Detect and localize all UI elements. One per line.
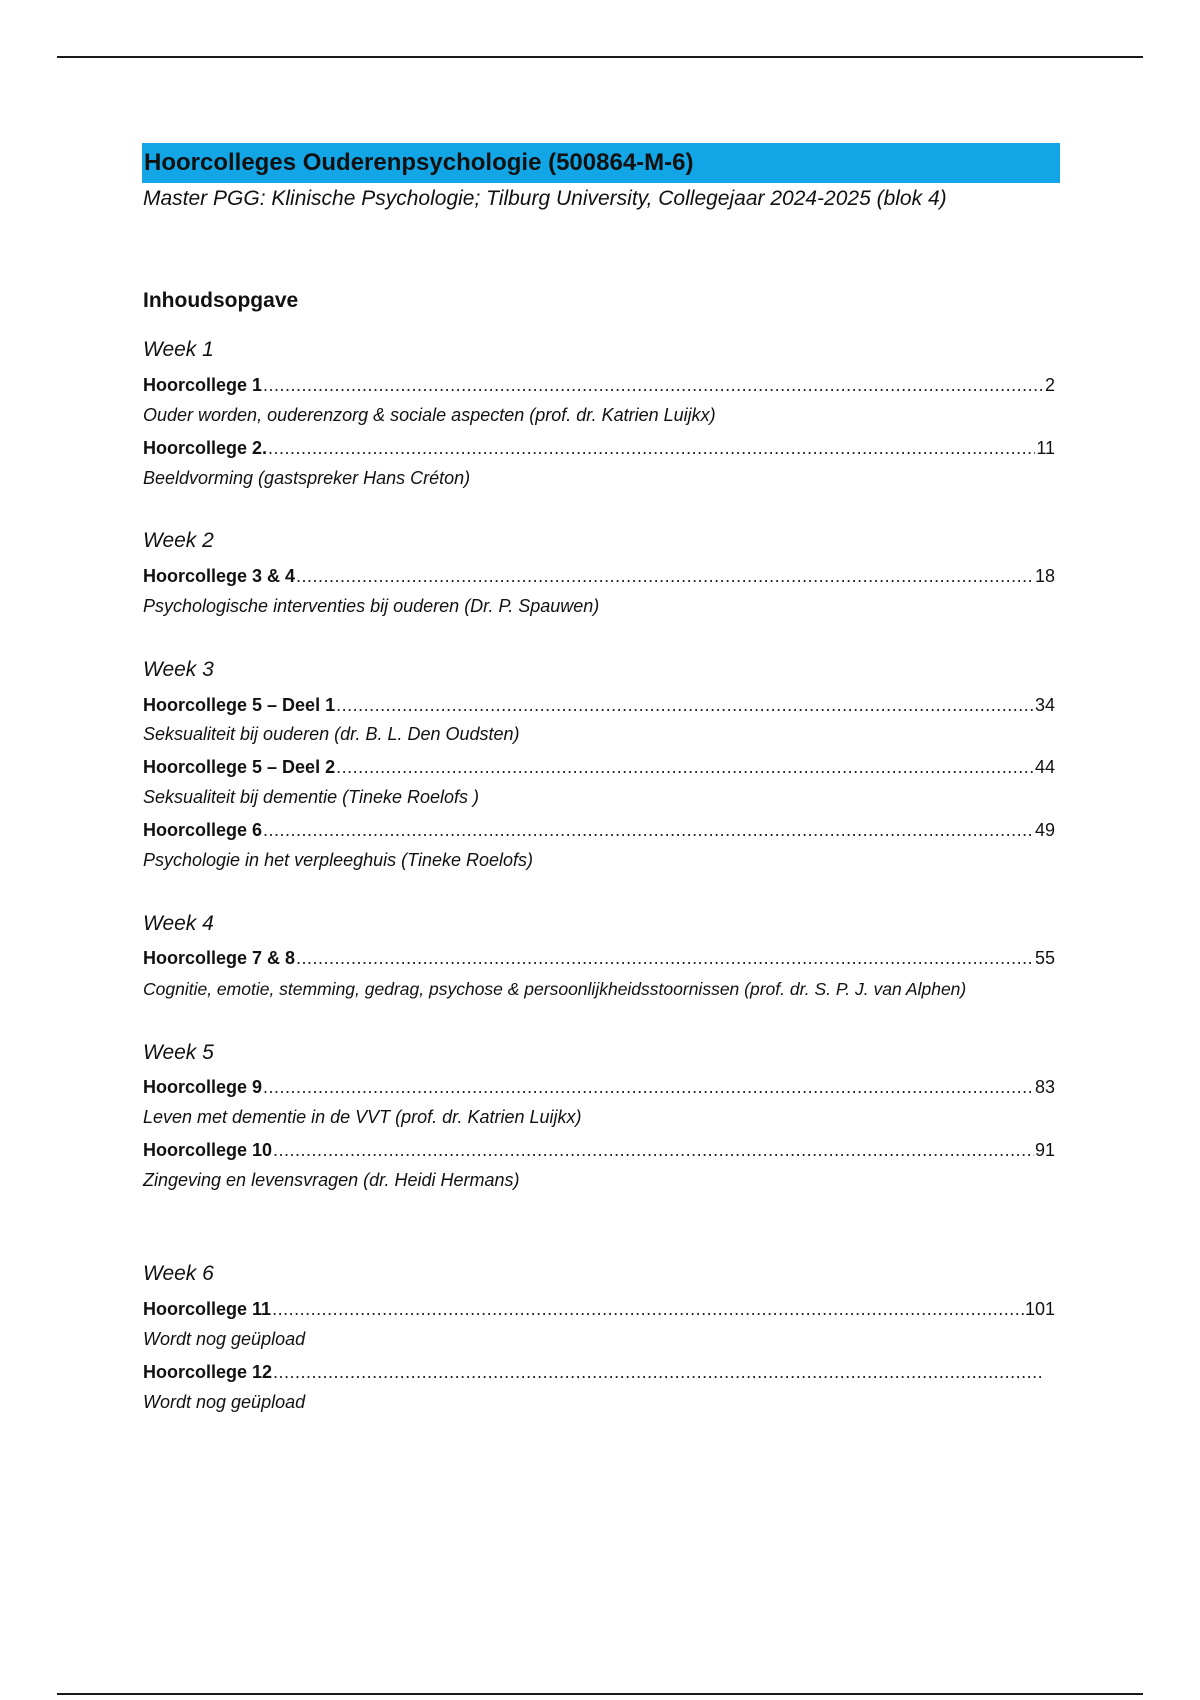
toc-entry-description: Psychologische interventies bij ouderen (Dr. P. Spauwen) (143, 596, 600, 616)
dot-leader (263, 1074, 1034, 1100)
toc-entry-description: Zingeving en levensvragen (dr. Heidi Hermans) (143, 1170, 520, 1190)
toc-entry[interactable] (143, 372, 1055, 398)
toc-entry-description: Ouder worden, ouderenzorg & sociale aspecten (prof. dr. Katrien Luijkx) (143, 405, 716, 425)
toc-entry[interactable] (143, 435, 1055, 461)
toc-entry[interactable] (143, 563, 1055, 589)
toc-heading: Inhoudsopgave (143, 289, 299, 312)
toc-entry-label: Hoorcollege 7 & 8 (143, 948, 296, 968)
toc-entry-description: Wordt nog geüpload (143, 1392, 306, 1412)
week-label: Week 3 (143, 658, 214, 681)
toc-entry-page: 55 (1034, 948, 1055, 968)
dot-leader (272, 1296, 1024, 1322)
week-label: Week 1 (143, 338, 214, 361)
toc-entry-label: Hoorcollege 5 – Deel 1 (143, 695, 336, 715)
document-title: Hoorcolleges Ouderenpsychologie (500864-M-6) (142, 143, 1060, 183)
toc-entry[interactable] (143, 1137, 1055, 1163)
toc-entry-label: Hoorcollege 1 (143, 375, 263, 395)
toc-entry-label: Hoorcollege 6 (143, 820, 263, 840)
toc-entry-description: Seksualiteit bij dementie (Tineke Roelofs ) (143, 787, 479, 807)
toc-entry-description: Cognitie, emotie, stemming, gedrag, psychose & persoonlijkheidsstoornissen (prof. dr. S. P. J. van Alphen) (143, 979, 967, 999)
toc-entry-page: 91 (1034, 1140, 1055, 1160)
toc-entry-page: 2 (1044, 375, 1055, 395)
toc-entry-page: 101 (1024, 1299, 1055, 1319)
dot-leader (268, 435, 1035, 461)
toc-entry[interactable] (143, 692, 1055, 718)
toc-entry[interactable] (143, 1074, 1055, 1100)
week-label: Week 6 (143, 1262, 214, 1285)
dot-leader (273, 1137, 1034, 1163)
header-rule (57, 56, 1143, 58)
dot-leader (296, 945, 1034, 971)
week-label: Week 4 (143, 912, 214, 935)
toc-entry-page: 18 (1034, 566, 1055, 586)
toc-entry-description: Wordt nog geüpload (143, 1329, 306, 1349)
toc-entry-label: Hoorcollege 9 (143, 1077, 263, 1097)
dot-leader (273, 1359, 1042, 1385)
toc-entry-description: Psychologie in het verpleeghuis (Tineke Roelofs) (143, 850, 534, 870)
toc-entry-label: Hoorcollege 10 (143, 1140, 273, 1160)
dot-leader (263, 817, 1034, 843)
toc-entry-label: Hoorcollege 2. (143, 438, 268, 458)
toc-entry[interactable] (143, 1359, 1043, 1385)
toc-entry-page: 34 (1034, 695, 1055, 715)
toc-entry[interactable] (143, 817, 1055, 843)
dot-leader (336, 692, 1034, 718)
toc-entry-label: Hoorcollege 5 – Deel 2 (143, 757, 336, 777)
dot-leader (296, 563, 1034, 589)
dot-leader (336, 754, 1034, 780)
dot-leader (263, 372, 1044, 398)
toc-entry-page: 11 (1036, 438, 1055, 458)
toc-entry-description: Beeldvorming (gastspreker Hans Créton) (143, 468, 471, 488)
toc-entry-label: Hoorcollege 11 (143, 1299, 272, 1319)
document-subtitle: Master PGG: Klinische Psychologie; Tilburg University, Collegejaar 2024-2025 (blok 4) (143, 187, 947, 210)
toc-entry[interactable] (143, 1296, 1055, 1322)
toc-entry-page: 83 (1034, 1077, 1055, 1097)
week-label: Week 2 (143, 529, 214, 552)
toc-entry-description: Seksualiteit bij ouderen (dr. B. L. Den Oudsten) (143, 724, 520, 744)
toc-entry-label: Hoorcollege 3 & 4 (143, 566, 296, 586)
toc-entry-description: Leven met dementie in de VVT (prof. dr. Katrien Luijkx) (143, 1107, 582, 1127)
week-label: Week 5 (143, 1041, 214, 1064)
toc-entry-page: 44 (1034, 757, 1055, 777)
toc-entry-page: 49 (1034, 820, 1055, 840)
toc-entry[interactable] (143, 945, 1055, 971)
toc-entry[interactable] (143, 754, 1055, 780)
footer-rule (57, 1693, 1143, 1695)
toc-entry-label: Hoorcollege 12 (143, 1362, 273, 1382)
